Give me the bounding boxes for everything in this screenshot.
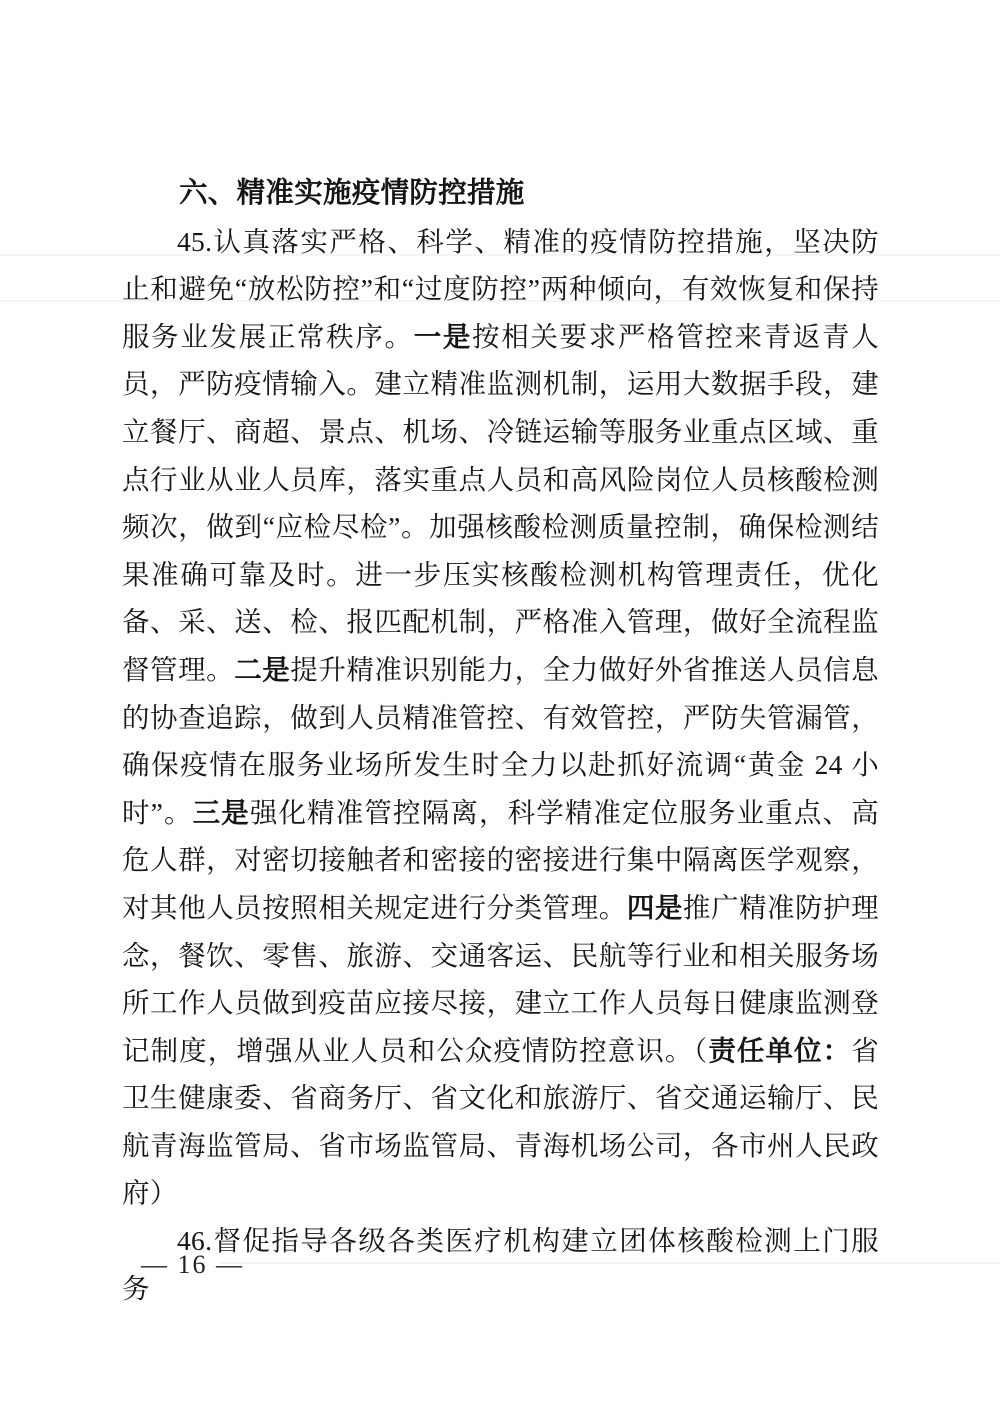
text-run: 46.督促指导各级各类医疗机构建立团体核酸检测上门服务 [122, 1225, 879, 1304]
bold-text-run: 四是 [626, 891, 683, 923]
bold-text-run: 一是 [413, 320, 473, 352]
page-number: — 16 — [141, 1250, 244, 1279]
bold-text-run: 三是 [192, 796, 250, 828]
text-run: 推广精准防护理念，餐饮、零售、旅游、交通客运、民航等行业和相关服务场所工作人员做到疫苗应接尽接，建立工作人员每日健康监测登记制度，增强从业人员和公众疫情防控意识。（ [122, 891, 879, 1066]
text-run: 45.认真落实严格、科学、精准的疫情防控措施，坚决防止和避免“放松防控”和“过度防控”两种倾向，有效恢复和保持服务业发展正常秩序。 [122, 225, 879, 352]
bold-text-run: 二是 [234, 653, 291, 685]
item-45-paragraph [122, 218, 879, 1217]
document-body [122, 170, 879, 1312]
bold-text-run: 六、精准实施疫情防控措施 [179, 177, 525, 209]
bold-text-run: 责任单位： [708, 1034, 852, 1066]
text-run: 提升精准识别能力，全力做好外省推送人员信息的协查追踪，做到人员精准管控、有效管控，严防失管漏管，确保疫情在服务业场所发生时全力以赴抓好流调“黄金 24 小时”。 [122, 653, 879, 828]
text-run: 省卫生健康委、省商务厅、省文化和旅游厅、省交通运输厅、民航青海监管局、省市场监管局、青海机场公司，各市州人民政府） [122, 1034, 879, 1209]
text-run: 强化精准管控隔离，科学精准定位服务业重点、高危人群，对密切接触者和密接的密接进行集中隔离医学观察，对其他人员按照相关规定进行分类管理。 [122, 796, 879, 923]
text-run: 按相关要求严格管控来青返青人员，严防疫情输入。建立精准监测机制，运用大数据手段，建立餐厅、商超、景点、机场、冷链运输等服务业重点区域、重点行业从业人员库，落实重点人员和高风险岗位人员核酸检测频次，做到“应检尽检”。加强核酸检测质量控制，确保检测结果准确可靠及时。进一步压实核酸检测机构管理责任，优化备、采、送、检、报匹配机制，严格准入管理，做好全流程监督管理。 [122, 320, 880, 685]
section-heading [122, 170, 879, 218]
